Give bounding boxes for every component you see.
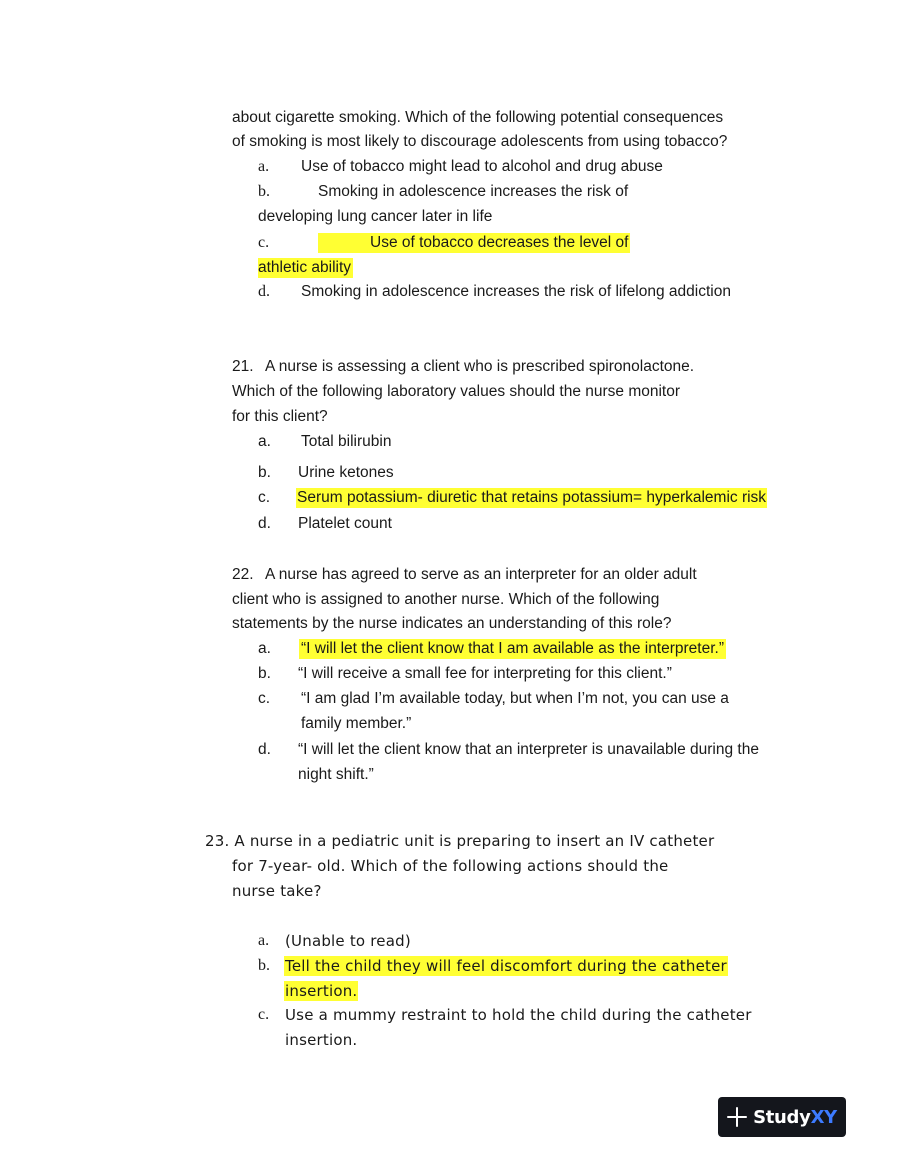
q23-stem-line-3: nurse take? [232, 882, 322, 900]
q20-option-c-letter: c. [258, 234, 270, 251]
q22-option-b-letter: b. [258, 665, 271, 682]
q20-option-a-text: Use of tobacco might lead to alcohol and drug abuse [301, 158, 663, 175]
q20-option-b-letter: b. [258, 183, 270, 200]
q22-stem-line-1: A nurse has agreed to serve as an interpreter for an older adult [265, 566, 697, 583]
logo-wordmark [753, 1107, 837, 1128]
q22-option-a-letter: a. [258, 640, 271, 657]
q22-option-b-text: “I will receive a small fee for interpreting for this client.” [298, 665, 672, 682]
q23-stem-line-1: 23. A nurse in a pediatric unit is preparing to insert an IV catheter [205, 832, 715, 850]
q21-option-b-letter: b. [258, 464, 271, 481]
q23-option-c-text-cont: insertion. [285, 1031, 358, 1049]
q21-option-b-text: Urine ketones [298, 464, 394, 481]
q21-option-d-letter: d. [258, 515, 271, 532]
q21-option-a-letter: a. [258, 433, 271, 450]
q22-option-c-text: “I am glad I’m available today, but when I’m not, you can use a [301, 690, 729, 707]
q22-number: 22. [232, 566, 254, 583]
q23-option-c-letter: c. [258, 1006, 270, 1023]
q22-stem-line-2: client who is assigned to another nurse. Which of the following [232, 591, 660, 608]
q23-stem-line-2: for 7-year- old. Which of the following actions should the [232, 857, 669, 875]
logo-name-xy: XY [810, 1106, 837, 1128]
q21-stem-line-3: for this client? [232, 408, 328, 425]
q21-option-a-text: Total bilirubin [301, 433, 392, 450]
q23-option-b-text-cont: insertion. [285, 982, 358, 1000]
q22-option-d-text-cont: night shift.” [298, 766, 374, 783]
logo-name-study: Study [753, 1106, 811, 1128]
q20-option-b-text-cont: developing lung cancer later in life [258, 208, 493, 225]
q21-stem-line-2: Which of the following laboratory values should the nurse monitor [232, 383, 681, 400]
studyxy-logo [718, 1097, 846, 1137]
q23-option-a-letter: a. [258, 932, 270, 949]
q20-stem-line-2: of smoking is most likely to discourage adolescents from using tobacco? [232, 133, 728, 150]
q20-option-c-text-cont: athletic ability [258, 259, 352, 276]
q23-option-b-letter: b. [258, 957, 270, 974]
q23-option-c-text: Use a mummy restraint to hold the child during the catheter [285, 1006, 752, 1024]
plus-icon [727, 1107, 747, 1127]
q21-option-c-text: Serum potassium- diuretic that retains potassium= hyperkalemic risk [297, 489, 767, 506]
q22-option-d-text: “I will let the client know that an interpreter is unavailable during the [298, 741, 759, 758]
q23-option-b-text: Tell the child they will feel discomfort during the catheter [285, 957, 727, 975]
q21-option-c-letter: c. [258, 489, 271, 506]
q23-option-a-text: (Unable to read) [285, 932, 411, 950]
q22-stem-line-3: statements by the nurse indicates an understanding of this role? [232, 615, 672, 632]
q21-number: 21. [232, 358, 254, 375]
q21-stem-line-1: A nurse is assessing a client who is prescribed spironolactone. [265, 358, 695, 375]
q20-option-b-text: Smoking in adolescence increases the risk of [318, 183, 629, 200]
q22-option-c-text-cont: family member.” [301, 715, 412, 732]
q22-option-d-letter: d. [258, 741, 271, 758]
q20-stem-line-1: about cigarette smoking. Which of the following potential consequences [232, 109, 724, 126]
q20-option-c-text: Use of tobacco decreases the level of [318, 233, 630, 253]
q20-option-d-letter: d. [258, 283, 270, 300]
q20-option-a-letter: a. [258, 158, 270, 175]
q21-option-d-text: Platelet count [298, 515, 392, 532]
q22-option-a-text: “I will let the client know that I am available as the interpreter.” [301, 640, 725, 657]
q20-option-d-text: Smoking in adolescence increases the risk of lifelong addiction [301, 283, 731, 300]
q22-option-c-letter: c. [258, 690, 271, 707]
